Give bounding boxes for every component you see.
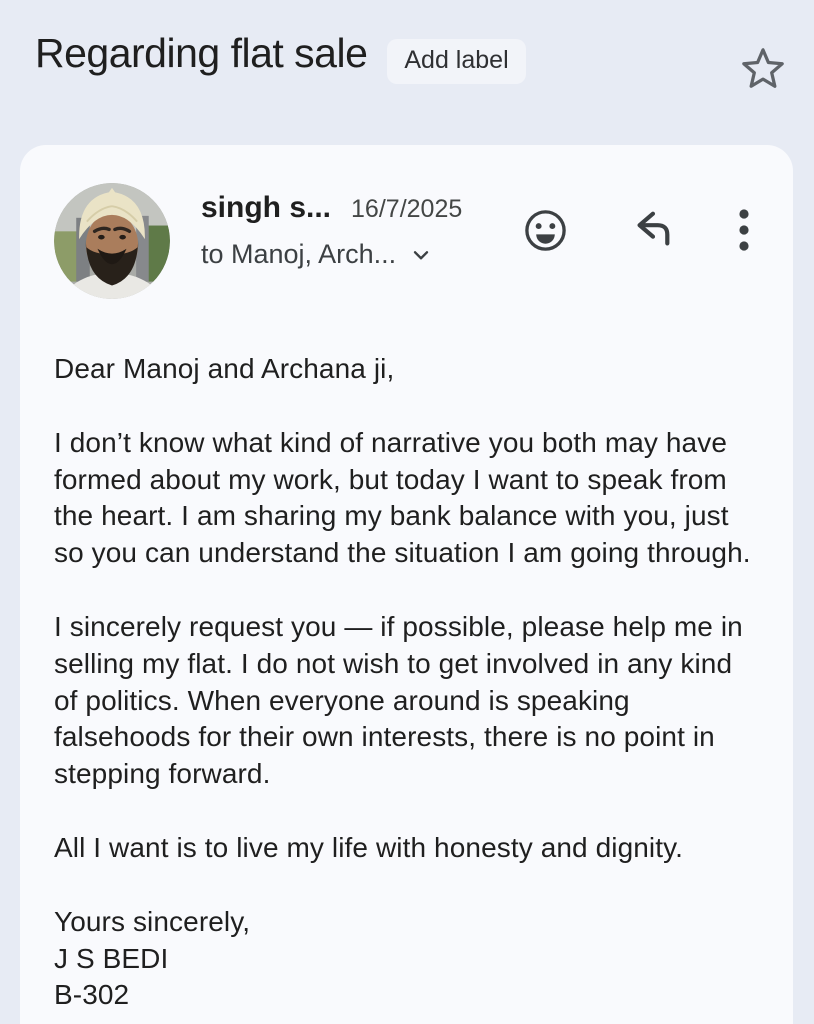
- recipients-line: to Manoj, Arch...: [201, 239, 397, 269]
- more-vertical-icon: [735, 241, 753, 256]
- body-paragraph: All I want is to live my life with honesty and dignity.: [54, 831, 684, 863]
- add-label-button[interactable]: Add label: [387, 39, 525, 84]
- reply-icon: [629, 239, 675, 254]
- signature-address: B-302: [54, 979, 130, 1011]
- recipients-toggle[interactable]: [201, 239, 462, 270]
- more-options-button[interactable]: [735, 207, 753, 253]
- thread-header: [0, 0, 814, 145]
- emoji-icon: [522, 242, 569, 257]
- signature-closing: Yours sincerely,: [54, 905, 251, 937]
- sender-avatar[interactable]: [54, 183, 170, 299]
- star-button[interactable]: [740, 46, 786, 92]
- emoji-reaction-button[interactable]: [522, 207, 569, 254]
- reply-button[interactable]: [629, 207, 675, 251]
- star-outline-icon: [740, 80, 786, 95]
- message-meta-row: [54, 183, 765, 299]
- subject-title: Regarding flat sale: [35, 30, 368, 76]
- signature-name: J S BEDI: [54, 942, 169, 974]
- message-actions: [522, 183, 765, 299]
- sender-info: [201, 183, 462, 299]
- salutation: Dear Manoj and Archana ji,: [54, 353, 395, 384]
- chevron-down-icon: [408, 242, 434, 268]
- email-body: [54, 351, 760, 1014]
- message-date: 16/7/2025: [351, 195, 463, 223]
- sender-name: singh s...: [201, 191, 332, 224]
- message-card: [20, 145, 793, 1024]
- body-paragraph: I sincerely request you — if possible, please help me in selling my flat. I do not wish to get involved in any kind of politics. When everyone around is speaking falsehoods for their own interests, there is no point in stepping forward.: [54, 610, 743, 790]
- body-paragraph: I don’t know what kind of narrative you both may have formed about my work, but today I want to speak from the heart. I am sharing my bank balance with you, just so you can understand the situation I am going through.: [54, 426, 751, 569]
- signature-block: [54, 904, 760, 1014]
